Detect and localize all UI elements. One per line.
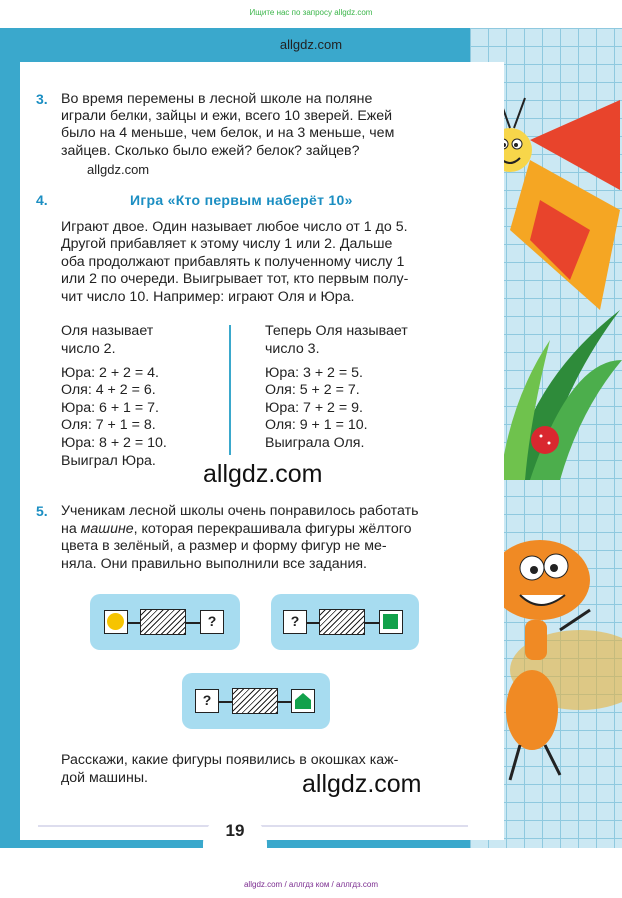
connector — [278, 701, 291, 703]
machine-2 — [271, 594, 419, 650]
left-col-line-2: число 2. — [61, 341, 116, 357]
machine-3 — [182, 673, 330, 729]
task4-line-3: оба продолжают прибавлять к полученному числу 1 — [61, 254, 405, 270]
task3-watermark: allgdz.com — [87, 162, 150, 177]
right-col-line-5: Юра: 7 + 2 = 9. — [265, 400, 363, 416]
task4-line-4: или 2 по очереди. Выигрывает тот, кто первым полу- — [61, 271, 409, 287]
machine-3-output — [291, 689, 315, 713]
task5-machine-word: машине — [80, 521, 134, 537]
machine-2-output — [379, 610, 403, 634]
connector — [307, 622, 319, 624]
right-col-line-7: Выиграла Оля. — [265, 435, 365, 451]
connector — [186, 622, 200, 624]
task5-line-1: Ученикам лесной школы очень понравилось работать — [61, 503, 419, 519]
connector — [128, 622, 140, 624]
task3-line-1: Во время перемены в лесной школе на поляне — [61, 91, 373, 107]
right-col-line-3: Юра: 3 + 2 = 5. — [265, 365, 363, 381]
footer-links[interactable]: allgdz.com / аллгдз ком / аллгдз.com — [243, 880, 379, 889]
machine-3-body — [232, 688, 278, 714]
left-col-line-4: Оля: 4 + 2 = 6. — [61, 382, 156, 398]
machine-3-input: ? — [195, 689, 219, 713]
task5-line-2-post: , которая перекрашивала фигуры жёлтого — [133, 521, 412, 537]
task3-line-4: зайцев. Сколько было ежей? белок? зайцев? — [61, 143, 360, 159]
yellow-circle-shape — [107, 613, 124, 630]
task4-line-5: чит число 10. Например: играют Оля и Юра. — [61, 289, 355, 305]
left-col-line-3: Юра: 2 + 2 = 4. — [61, 365, 159, 381]
task5-line-2 — [61, 521, 412, 539]
grass-illustration — [500, 300, 622, 480]
task5-number: 5. — [36, 503, 48, 519]
task4-line-1: Играют двое. Один называет любое число от 1 до 5. — [61, 219, 408, 235]
right-col-line-4: Оля: 5 + 2 = 7. — [265, 382, 360, 398]
right-col-line-6: Оля: 9 + 1 = 10. — [265, 417, 368, 433]
task4-number: 4. — [36, 192, 48, 208]
machine-2-body — [319, 609, 365, 635]
task5-line-3: цвета в зелёный, а размер и форму фигур не ме- — [61, 538, 387, 554]
task5-line-4: няла. Они правильно выполнили все задания. — [61, 556, 368, 572]
right-col-line-1: Теперь Оля называет — [265, 323, 408, 339]
task3-number: 3. — [36, 91, 48, 107]
machine-2-input: ? — [283, 610, 307, 634]
machine-1-body — [140, 609, 186, 635]
connector — [365, 622, 379, 624]
left-col-line-6: Оля: 7 + 1 = 8. — [61, 417, 156, 433]
mid-watermark: allgdz.com — [203, 460, 323, 488]
game-title: Игра «Кто первым наберёт 10» — [130, 192, 353, 208]
task4-line-2: Другой прибавляет к этому числу 1 или 2. Дальше — [61, 236, 393, 252]
connector — [219, 701, 232, 703]
task5-outro-1: Расскажи, какие фигуры появились в окошках каж- — [61, 752, 399, 768]
left-col-line-8: Выиграл Юра. — [61, 453, 156, 469]
task3-line-3: было на 4 меньше, чем белок, и на 3 меньше, чем — [61, 125, 395, 141]
task5-line-2-pre: на — [61, 521, 81, 537]
column-divider — [229, 325, 231, 455]
left-col-line-7: Юра: 8 + 2 = 10. — [61, 435, 167, 451]
green-square-shape — [383, 614, 398, 629]
left-col-line-1: Оля называет — [61, 323, 154, 339]
machine-1-input — [104, 610, 128, 634]
task5-outro-2: дой машины. — [61, 770, 148, 786]
header-watermark: allgdz.com — [279, 37, 343, 52]
right-col-line-2: число 3. — [265, 341, 320, 357]
machine-1-output: ? — [200, 610, 224, 634]
left-col-line-5: Юра: 6 + 1 = 7. — [61, 400, 159, 416]
task3-line-2: играли белки, зайцы и ежи, всего 10 зверей. Ежей — [61, 108, 393, 124]
green-pentagon-shape — [294, 692, 312, 710]
top-link[interactable]: Ищите нас по запросу allgdz.com — [249, 8, 373, 17]
bottom-watermark: allgdz.com — [302, 770, 422, 798]
page-number: 19 — [203, 812, 267, 852]
machine-1 — [90, 594, 240, 650]
